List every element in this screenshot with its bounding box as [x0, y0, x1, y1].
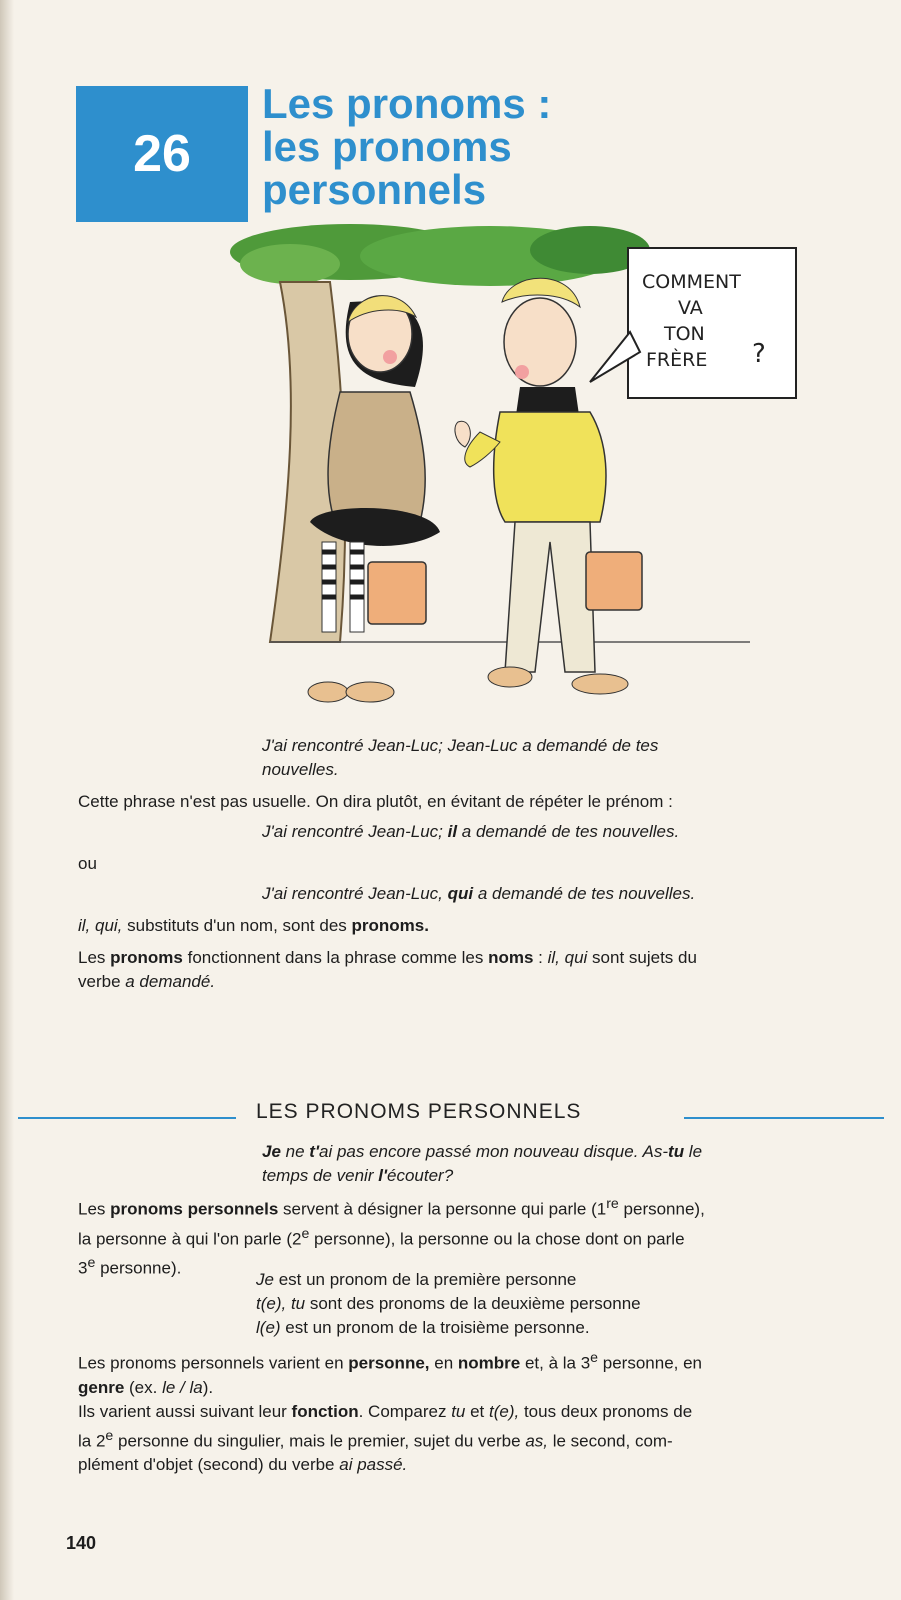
word-ou — [78, 852, 97, 876]
paragraph-varient — [78, 1346, 878, 1477]
fonct-e: : — [533, 948, 548, 967]
fonct-a: Les — [78, 948, 111, 967]
speech-bubble-line-1: COMMENT — [642, 271, 741, 293]
section-heading: LES PRONOMS PERSONNELS — [256, 1100, 582, 1123]
fon-line2-d: le second, com- — [548, 1431, 673, 1451]
example-1-line-2 — [262, 758, 339, 782]
chapter-title — [262, 82, 682, 211]
substituts-words: il, qui, — [78, 916, 123, 935]
list1-text: est un pronom de la première personne — [273, 1270, 577, 1289]
list2-term: t(e), tu — [256, 1294, 306, 1313]
var-line2-genre: genre — [78, 1377, 125, 1397]
var-e: et, à la 3 — [520, 1353, 591, 1373]
fonct-b: pronoms — [110, 948, 183, 967]
des-b: pronoms personnels — [110, 1199, 279, 1219]
fon-e: et — [465, 1401, 489, 1421]
boy-figure — [455, 278, 642, 694]
var-a: Les pronoms personnels varient en — [78, 1353, 349, 1373]
sec-ex-tu: tu — [668, 1142, 685, 1161]
sec-ex-line2-a: temps de venir — [262, 1166, 379, 1185]
example-1-line-1 — [262, 734, 862, 758]
page-edge — [0, 0, 14, 1600]
list3-term: l(e) — [256, 1318, 281, 1337]
list3-text: est un pronom de la troisième personne. — [280, 1318, 590, 1337]
example-2 — [262, 820, 679, 844]
chapter-title-line-1: Les pronoms : — [262, 80, 552, 127]
var-line2-d: ). — [202, 1377, 214, 1397]
chapter-title-line-2: les pronoms — [262, 123, 512, 170]
example-1-text-cont: nouvelles. — [262, 760, 339, 779]
fon-line3-a: plément d'objet (second) du verbe — [78, 1455, 340, 1475]
speech-bubble-question-mark: ? — [752, 339, 766, 369]
fon-line3-b: ai passé. — [339, 1455, 408, 1475]
var-b: personne, — [348, 1353, 430, 1373]
sec-ex-line2-c: écouter? — [387, 1166, 454, 1185]
fon-line2-a: la 2 — [78, 1431, 106, 1451]
fonct-d: noms — [488, 948, 534, 967]
fon-d: tu — [451, 1401, 466, 1421]
fon-a: Ils varient aussi suivant leur — [78, 1401, 292, 1421]
paragraph-fonctionnent — [78, 946, 878, 994]
fonct-f: il, qui — [547, 948, 588, 967]
list-persons — [256, 1268, 641, 1340]
page-number: 140 — [66, 1533, 97, 1553]
des-sup2: e — [301, 1225, 310, 1242]
substituts-term: pronoms. — [351, 916, 429, 935]
fon-g: tous deux pronoms de — [519, 1401, 693, 1421]
var-d: nombre — [457, 1353, 521, 1373]
chapter-title-line-3: personnels — [262, 166, 487, 213]
sec-ex-t: t' — [309, 1142, 319, 1161]
speech-bubble-line-4: FRÈRE — [646, 349, 708, 371]
example-1-text: J'ai rencontré Jean-Luc; Jean-Luc a demandé de tes — [262, 736, 659, 755]
fonct-line2-a: verbe — [78, 972, 126, 991]
substituts-text: substituts d'un nom, sont des — [122, 916, 352, 935]
example-2-part-b: a demandé de tes nouvelles. — [457, 822, 680, 841]
sec-ex-le: le — [684, 1142, 703, 1161]
list2-text: sont des pronoms de la deuxième personne — [305, 1294, 641, 1313]
des-line3-a: 3 — [78, 1258, 88, 1278]
paragraph-usual-text: Cette phrase n'est pas usuelle. On dira plutôt, en évitant de répéter le prénom : — [78, 792, 673, 811]
paragraph-substituts — [78, 914, 429, 938]
tree-foliage — [230, 224, 650, 286]
des-c: servent à désigner la personne qui parle (1 — [278, 1199, 607, 1219]
sec-ex-ne: ne — [280, 1142, 310, 1161]
speech-bubble-line-3: TON — [664, 323, 705, 345]
illustration-children-talking — [230, 222, 850, 722]
example-2-part-a: J'ai rencontré Jean-Luc; — [262, 822, 448, 841]
des-sup3: e — [87, 1255, 96, 1272]
des-line2-b: personne), la personne ou la chose dont on parle — [309, 1229, 685, 1249]
sec-ex-je: Je — [262, 1142, 281, 1161]
var-line2-c: le / la — [162, 1377, 203, 1397]
var-line2-b: (ex. — [124, 1377, 163, 1397]
des-sup1: re — [606, 1196, 619, 1212]
example-2-pronoun: il — [447, 822, 458, 841]
example-3-part-b: a demandé de tes nouvelles. — [473, 884, 696, 903]
paragraph-usual — [78, 790, 878, 814]
fon-c: . Comparez — [358, 1401, 452, 1421]
des-a: Les — [78, 1199, 111, 1219]
des-line3-b: personne). — [95, 1258, 182, 1278]
fonct-c: fonctionnent dans la phrase comme les — [182, 948, 489, 967]
speech-bubble-line-2: VA — [678, 297, 703, 319]
var-c: en — [429, 1353, 458, 1373]
fonct-g: sont sujets du — [587, 948, 697, 967]
chapter-number-box — [76, 86, 248, 222]
section-rule-right — [684, 1117, 884, 1119]
fon-b: fonction — [291, 1401, 359, 1421]
des-d: personne), — [618, 1199, 705, 1219]
des-line2-a: la personne à qui l'on parle (2 — [78, 1229, 302, 1249]
example-3-pronoun: qui — [447, 884, 474, 903]
example-3 — [262, 882, 695, 906]
fon-line2-b: personne du singulier, mais le premier, sujet du verbe — [113, 1431, 526, 1451]
fonct-line2-b: a demandé. — [125, 972, 216, 991]
var-f: personne, en — [598, 1353, 702, 1373]
section-example — [262, 1140, 862, 1188]
section-rule-left — [18, 1117, 236, 1119]
fon-sup: e — [105, 1427, 114, 1444]
var-sup: e — [590, 1350, 599, 1366]
word-ou-text: ou — [78, 854, 97, 873]
sec-ex-rest: ai pas encore passé mon nouveau disque. As- — [319, 1142, 669, 1161]
fon-f: t(e), — [489, 1401, 520, 1421]
chapter-number: 26 — [133, 125, 191, 183]
example-3-part-a: J'ai rencontré Jean-Luc, — [262, 884, 448, 903]
list1-term: Je — [256, 1270, 274, 1289]
fon-line2-c: as, — [525, 1431, 548, 1451]
sec-ex-line2-l: l' — [378, 1166, 387, 1185]
